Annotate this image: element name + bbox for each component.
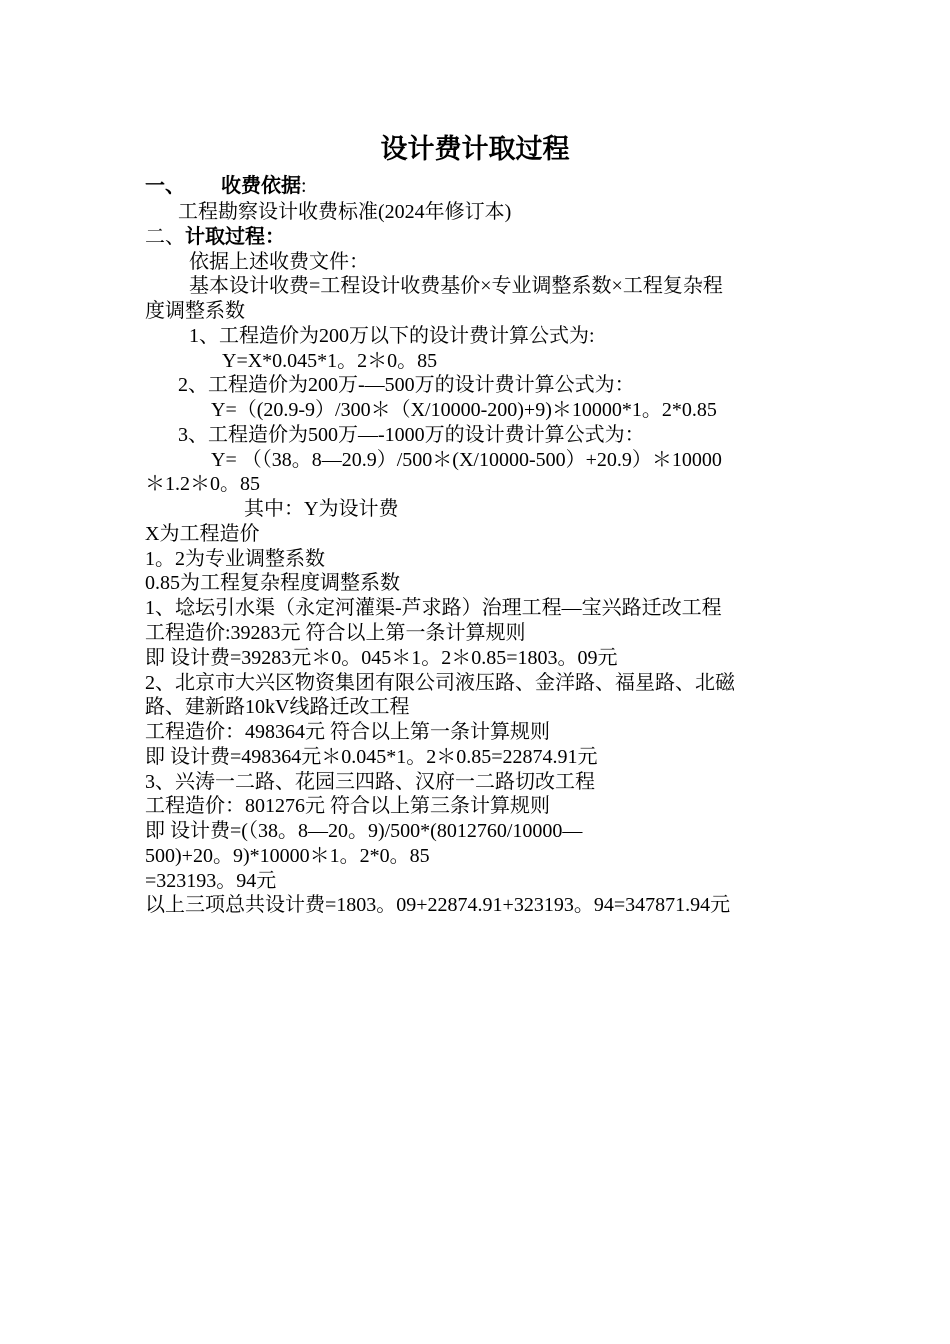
text-line: 工程造价：801276元 符合以上第三条计算规则 [145, 795, 550, 817]
text-line: 1。2为专业调整系数 [145, 548, 325, 570]
text-line: 依据上述收费文件： [189, 251, 369, 273]
text-line: 其中：Y为设计费 [244, 498, 399, 520]
section-colon: : [301, 175, 307, 197]
formula-heading: 1、工程造价为200万以下的设计费计算公式为: [189, 325, 595, 347]
text-line: 即 设计费=(（38。8—20。9)/500*(8012760/10000— [145, 820, 583, 842]
text-line: X为工程造价 [145, 523, 260, 545]
text-line: 工程造价：498364元 符合以上第一条计算规则 [145, 721, 550, 743]
project-title: 3、兴涛一二路、花园三四路、汉府一二路切改工程 [145, 771, 595, 793]
section-heading-process [145, 225, 285, 249]
text-line: 工程造价:39283元 符合以上第一条计算规则 [145, 622, 526, 644]
formula: Y=（(20.9-9）/300＊（X/10000-200)+9)＊10000*1。2*0.85 [211, 399, 717, 421]
section-title: 收费依据 [221, 175, 301, 197]
text-line: 即 设计费=39283元＊0。045＊1。2＊0.85=1803。09元 [145, 647, 618, 669]
total-line: 以上三项总共设计费=1803。09+22874.91+323193。94=347871.94元 [145, 894, 731, 916]
formula: ＊1.2＊0。85 [145, 473, 260, 495]
section-number: 一、 [145, 175, 185, 197]
text-line: 500)+20。9)*10000＊1。2*0。85 [145, 845, 430, 867]
project-title: 路、建新路10kV线路迁改工程 [145, 696, 410, 718]
section-heading-basis [145, 174, 307, 198]
text-line: 0.85为工程复杂程度调整系数 [145, 572, 400, 594]
formula: Y=X*0.045*1。2＊0。85 [222, 350, 438, 372]
text-line: =323193。94元 [145, 870, 277, 892]
text-line: 即 设计费=498364元＊0.045*1。2＊0.85=22874.91元 [145, 746, 598, 768]
formula-heading: 2、工程造价为200万-—500万的设计费计算公式为： [178, 374, 635, 396]
section-number: 二、 [145, 226, 185, 248]
text-line: 基本设计收费=工程设计收费基价×专业调整系数×工程复杂程 [189, 275, 723, 297]
formula-heading: 3、工程造价为500万—-1000万的设计费计算公式为： [178, 424, 645, 446]
page-title: 设计费计取过程 [380, 134, 570, 164]
project-title: 1、埝坛引水渠（永定河灌渠-芦求路）治理工程—宝兴路迁改工程 [145, 597, 722, 619]
text-line: 度调整系数 [145, 300, 245, 322]
project-title: 2、北京市大兴区物资集团有限公司液压路、金洋路、福星路、北磁 [145, 672, 735, 694]
formula: Y= （（38。8—20.9）/500＊(X/10000-500）+20.9）＊10000 [211, 449, 722, 471]
basis-text: 工程勘察设计收费标准(2024年修订本) [178, 201, 512, 223]
section-title: 计取过程： [185, 226, 285, 248]
